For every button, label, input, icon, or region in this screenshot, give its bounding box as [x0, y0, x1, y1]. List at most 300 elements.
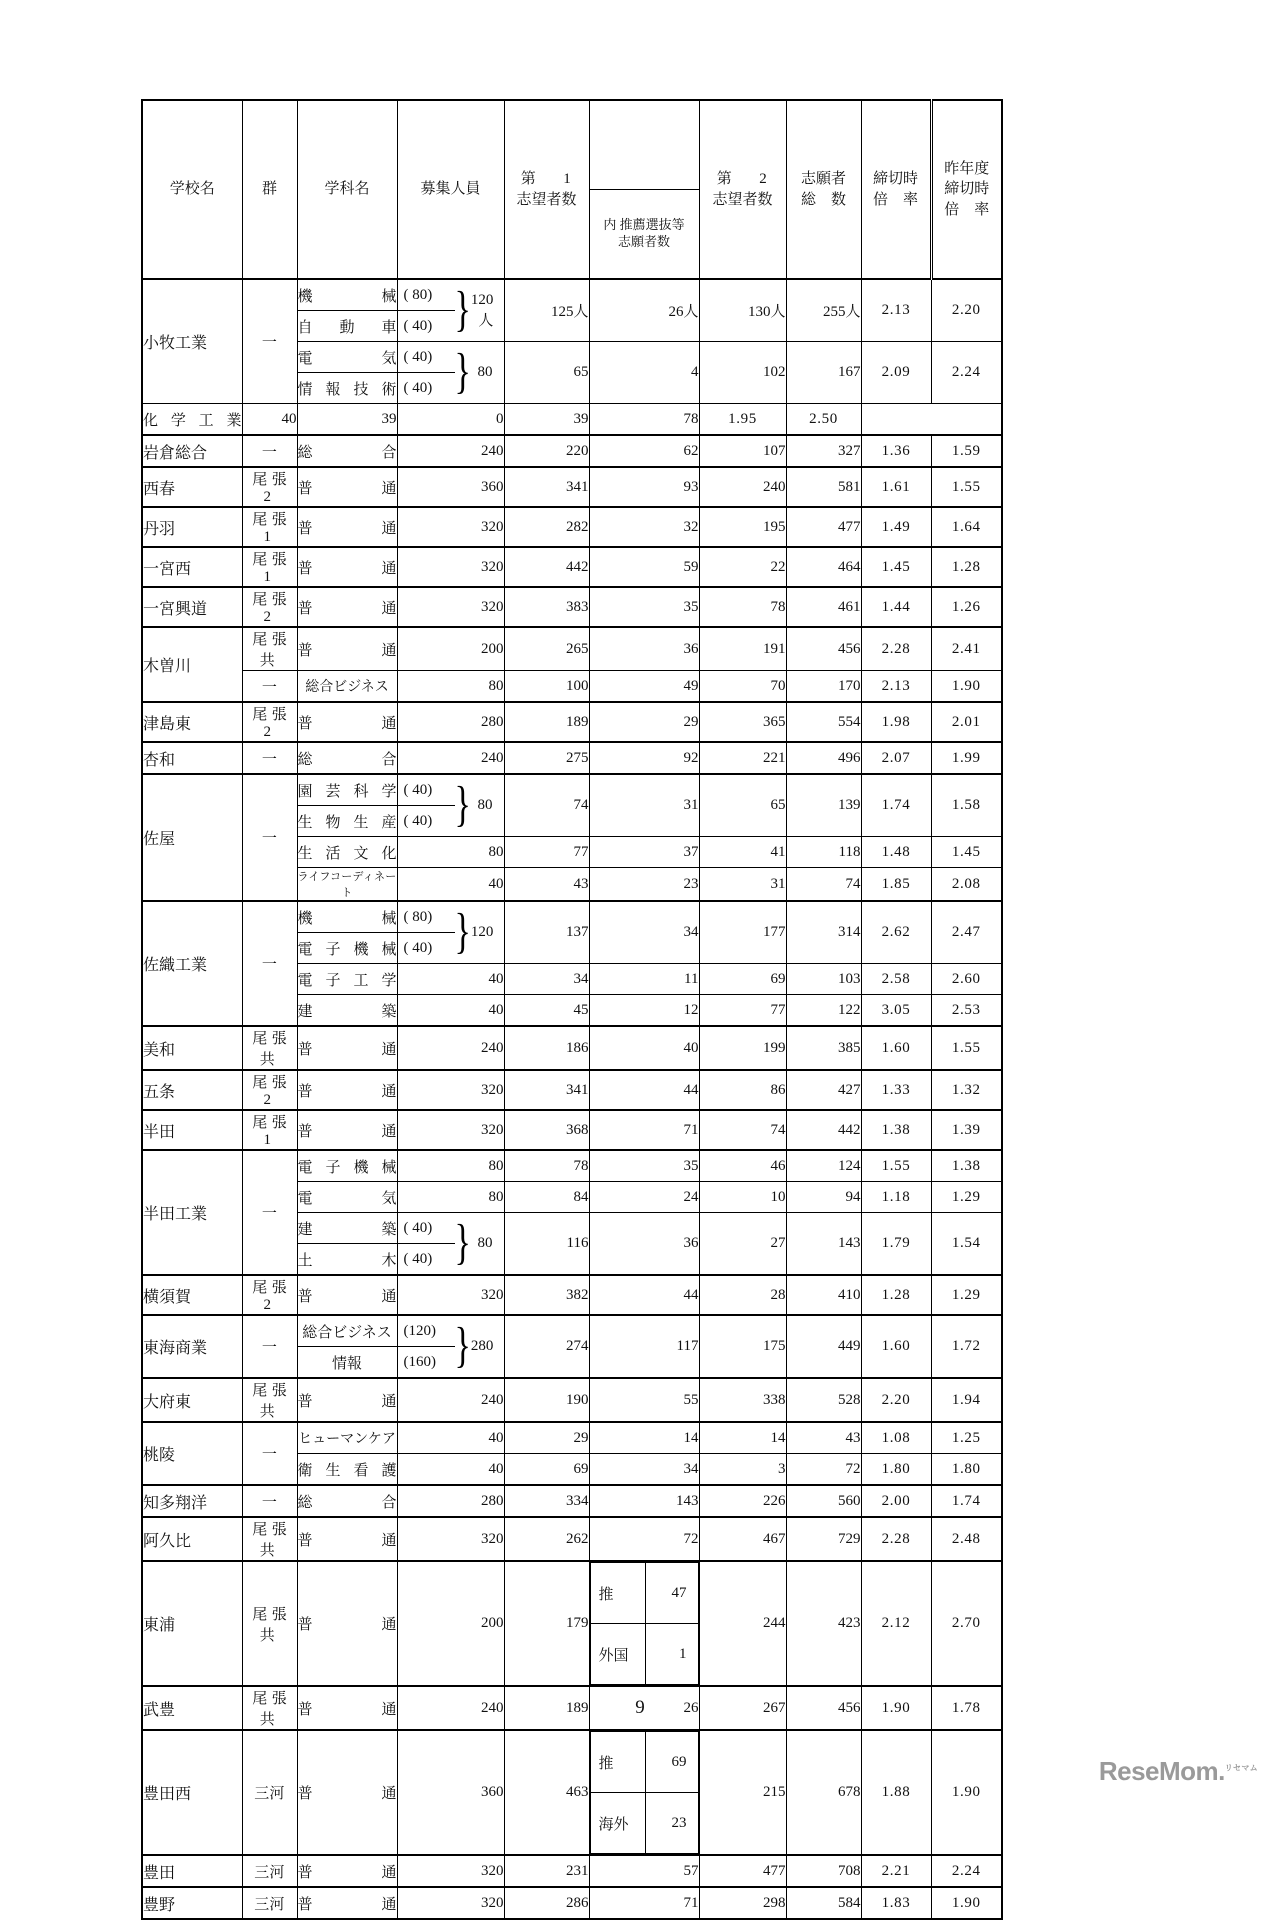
- quota-value: 40: [397, 995, 504, 1027]
- recommend-count: 57: [589, 1855, 699, 1887]
- second-choice-count: 69: [699, 964, 786, 995]
- quota-value: 80: [397, 671, 504, 703]
- recommend-count: 32: [589, 507, 699, 547]
- second-choice-count: 14: [699, 1422, 786, 1454]
- deadline-ratio: 2.58: [861, 964, 931, 995]
- second-choice-count: 31: [699, 868, 786, 902]
- deadline-ratio: 2.00: [861, 1485, 931, 1517]
- department-name: 電 子 機 械: [297, 1150, 397, 1182]
- quota-value: 40: [397, 1422, 504, 1454]
- quota-value: 40: [242, 404, 297, 436]
- deadline-ratio: 1.28: [861, 1275, 931, 1315]
- recommend-label-b: 海外: [590, 1793, 645, 1854]
- group-name: 尾張共: [242, 627, 297, 671]
- recommend-count: 71: [589, 1110, 699, 1150]
- department-name: 総合ビジネス: [297, 1315, 397, 1347]
- lastyear-ratio: 1.59: [931, 435, 1002, 467]
- total-applicants: 103: [786, 964, 861, 995]
- department-name: 普 通: [297, 1855, 397, 1887]
- group-name: 尾張共: [242, 1378, 297, 1422]
- total-applicants: 528: [786, 1378, 861, 1422]
- quota-value: 240: [397, 1686, 504, 1730]
- recommend-count: 23: [589, 868, 699, 902]
- group-name: 尾張2: [242, 702, 297, 742]
- second-choice-count: 10: [699, 1182, 786, 1213]
- header-recommend-spacer: [589, 100, 699, 190]
- first-choice-count: 65: [504, 342, 589, 404]
- table-row: [142, 467, 1002, 507]
- quota-value: 240: [397, 1026, 504, 1070]
- first-choice-count: 334: [504, 1485, 589, 1517]
- total-applicants: 139: [786, 774, 861, 837]
- lastyear-ratio: 1.74: [931, 1485, 1002, 1517]
- department-name: 自 動 車: [297, 311, 397, 342]
- group-name: 尾張2: [242, 1275, 297, 1315]
- first-choice-count: 74: [504, 774, 589, 837]
- second-choice-count: 70: [699, 671, 786, 703]
- group-name: 一: [242, 279, 297, 404]
- second-choice-count: 467: [699, 1517, 786, 1561]
- watermark-ruby: リセマム: [1224, 1763, 1258, 1773]
- quota-value: 320: [397, 1517, 504, 1561]
- lastyear-ratio: 1.72: [931, 1315, 1002, 1378]
- lastyear-ratio: 2.70: [931, 1561, 1002, 1686]
- first-choice-count: 137: [504, 901, 589, 964]
- department-name: 普 通: [297, 1887, 397, 1919]
- quota-value: 40: [397, 964, 504, 995]
- first-choice-count: 29: [504, 1422, 589, 1454]
- recommend-count: 11: [589, 964, 699, 995]
- group-name: 尾張共: [242, 1686, 297, 1730]
- recommend-count: 0: [397, 404, 504, 436]
- table-row: [142, 627, 1002, 671]
- total-applicants: 708: [786, 1855, 861, 1887]
- first-choice-count: 383: [504, 587, 589, 627]
- lastyear-ratio: 1.90: [931, 671, 1002, 703]
- lastyear-ratio: 1.32: [931, 1070, 1002, 1110]
- lastyear-ratio: 1.90: [931, 1730, 1002, 1855]
- second-choice-count: 102: [699, 342, 786, 404]
- quota-value: 320: [397, 1110, 504, 1150]
- recommend-label-a: 推: [590, 1563, 645, 1624]
- lastyear-ratio: 1.64: [931, 507, 1002, 547]
- first-choice-count: 39: [297, 404, 397, 436]
- table-row: [142, 1070, 1002, 1110]
- deadline-ratio: 1.38: [861, 1110, 931, 1150]
- first-choice-count: 43: [504, 868, 589, 902]
- recommend-count: 24: [589, 1182, 699, 1213]
- first-choice-count: 341: [504, 1070, 589, 1110]
- quota-value: ( 40) ( 40) } 80: [397, 1213, 504, 1276]
- group-name: 尾張1: [242, 1110, 297, 1150]
- group-name: 尾張1: [242, 507, 297, 547]
- first-choice-count: 286: [504, 1887, 589, 1919]
- quota-value: 80: [397, 1150, 504, 1182]
- deadline-ratio: 1.85: [861, 868, 931, 902]
- recommend-count: 71: [589, 1887, 699, 1919]
- department-name: 普 通: [297, 547, 397, 587]
- second-choice-count: 39: [504, 404, 589, 436]
- header-lastyear-ratio: 昨年度 締切時 倍 率: [931, 100, 1002, 279]
- department-name: 普 通: [297, 587, 397, 627]
- school-name: 杏和: [142, 742, 242, 774]
- group-name: 一: [242, 435, 297, 467]
- school-name: 丹羽: [142, 507, 242, 547]
- total-applicants: 72: [786, 1454, 861, 1486]
- second-choice-count: 28: [699, 1275, 786, 1315]
- quota-value: 200: [397, 1561, 504, 1686]
- total-applicants: 124: [786, 1150, 861, 1182]
- second-choice-count: 338: [699, 1378, 786, 1422]
- quota-value: ( 40) ( 40) } 80: [397, 342, 504, 404]
- school-name: 豊田西: [142, 1730, 242, 1855]
- total-applicants: 477: [786, 507, 861, 547]
- header-deadline-ratio: 締切時 倍 率: [861, 100, 931, 279]
- lastyear-ratio: 1.38: [931, 1150, 1002, 1182]
- department-name: 電 気: [297, 1182, 397, 1213]
- recommend-count: 49: [589, 671, 699, 703]
- second-choice-count: 226: [699, 1485, 786, 1517]
- total-applicants: 423: [786, 1561, 861, 1686]
- lastyear-ratio: 1.25: [931, 1422, 1002, 1454]
- school-name: 一宮西: [142, 547, 242, 587]
- school-name: 阿久比: [142, 1517, 242, 1561]
- total-applicants: 314: [786, 901, 861, 964]
- header-row: [142, 100, 1002, 190]
- school-name: 半田工業: [142, 1150, 242, 1275]
- group-name: 一: [242, 901, 297, 1026]
- table-row: [142, 901, 1002, 933]
- school-name: 西春: [142, 467, 242, 507]
- second-choice-count: 41: [699, 837, 786, 868]
- resemom-watermark: [1099, 1756, 1258, 1787]
- admissions-statistics-table: [141, 99, 990, 1920]
- quota-value: ( 80) ( 40) } 120: [397, 901, 504, 964]
- deadline-ratio: 1.79: [861, 1213, 931, 1276]
- second-choice-count: 86: [699, 1070, 786, 1110]
- table-row: [142, 587, 1002, 627]
- table-row: [142, 1485, 1002, 1517]
- lastyear-ratio: 2.48: [931, 1517, 1002, 1561]
- department-name: 普 通: [297, 1730, 397, 1855]
- school-name: 知多翔洋: [142, 1485, 242, 1517]
- department-name: 電 気: [297, 342, 397, 373]
- quota-value: 80: [397, 837, 504, 868]
- department-name: 情報: [297, 1347, 397, 1379]
- first-choice-count: 189: [504, 702, 589, 742]
- header-second-choice: [699, 100, 786, 279]
- second-choice-count: 27: [699, 1213, 786, 1276]
- deadline-ratio: 2.28: [861, 1517, 931, 1561]
- lastyear-ratio: 2.24: [931, 1855, 1002, 1887]
- total-applicants: 327: [786, 435, 861, 467]
- header-school: 学校名: [142, 100, 242, 279]
- deadline-ratio: 2.28: [861, 627, 931, 671]
- school-name: 美和: [142, 1026, 242, 1070]
- deadline-ratio: 2.07: [861, 742, 931, 774]
- school-name: 一宮興道: [142, 587, 242, 627]
- department-name: 園 芸 科 学: [297, 774, 397, 806]
- second-choice-count: 477: [699, 1855, 786, 1887]
- table-row: [142, 435, 1002, 467]
- second-choice-count: 3: [699, 1454, 786, 1486]
- total-applicants: 255人: [786, 279, 861, 342]
- department-name: 普 通: [297, 1378, 397, 1422]
- lastyear-ratio: 1.45: [931, 837, 1002, 868]
- header-first-choice-line1: 第 1: [520, 171, 573, 188]
- header-second-choice-line2: 志望者数: [712, 191, 773, 208]
- lastyear-ratio: 1.99: [931, 742, 1002, 774]
- lastyear-ratio: 1.29: [931, 1182, 1002, 1213]
- header-recommend-applicants: 内 推薦選抜等 志願者数: [589, 190, 699, 280]
- table-row: [142, 774, 1002, 806]
- first-choice-count: 341: [504, 467, 589, 507]
- lastyear-ratio: 1.80: [931, 1454, 1002, 1486]
- school-name: 小牧工業: [142, 279, 242, 404]
- table-body: [142, 279, 1002, 1919]
- deadline-ratio: 1.55: [861, 1150, 931, 1182]
- lastyear-ratio: 2.50: [786, 404, 861, 436]
- department-name: 普 通: [297, 1070, 397, 1110]
- lastyear-ratio: 1.26: [931, 587, 1002, 627]
- recommend-label-b: 外国: [590, 1624, 645, 1685]
- table-row: [142, 1855, 1002, 1887]
- quota-value: (120) (160) } 280: [397, 1315, 504, 1378]
- watermark-text: ReseMom.: [1098, 1756, 1225, 1786]
- second-choice-count: 65: [699, 774, 786, 837]
- department-name: ヒューマンケア: [297, 1422, 397, 1454]
- first-choice-count: 262: [504, 1517, 589, 1561]
- school-name: 東海商業: [142, 1315, 242, 1378]
- recommend-count: [589, 1730, 699, 1855]
- quota-value: 40: [397, 868, 504, 902]
- second-choice-count: 177: [699, 901, 786, 964]
- lastyear-ratio: 2.47: [931, 901, 1002, 964]
- quota-value: 80: [397, 1182, 504, 1213]
- total-applicants: 74: [786, 868, 861, 902]
- deadline-ratio: 1.45: [861, 547, 931, 587]
- second-choice-count: 195: [699, 507, 786, 547]
- group-name: 三河: [242, 1730, 297, 1855]
- department-name: 建 築: [297, 1213, 397, 1244]
- second-choice-count: 78: [699, 587, 786, 627]
- total-applicants: 464: [786, 547, 861, 587]
- first-choice-count: 69: [504, 1454, 589, 1486]
- school-name: 横須賀: [142, 1275, 242, 1315]
- group-name: 尾張2: [242, 467, 297, 507]
- table-row: [142, 1315, 1002, 1347]
- recommend-count: 34: [589, 1454, 699, 1486]
- lastyear-ratio: 1.55: [931, 467, 1002, 507]
- first-choice-count: 265: [504, 627, 589, 671]
- quota-value: 320: [397, 547, 504, 587]
- total-applicants: 410: [786, 1275, 861, 1315]
- table-row: [142, 1730, 1002, 1855]
- group-name: 一: [242, 774, 297, 901]
- header-total-applicants: 志願者 総 数: [786, 100, 861, 279]
- school-name: 岩倉総合: [142, 435, 242, 467]
- department-name: 総 合: [297, 435, 397, 467]
- table-row: [142, 507, 1002, 547]
- school-name: 東浦: [142, 1561, 242, 1686]
- table-row: [142, 671, 1002, 703]
- first-choice-count: 220: [504, 435, 589, 467]
- first-choice-count: 125人: [504, 279, 589, 342]
- deadline-ratio: 1.36: [861, 435, 931, 467]
- total-applicants: 729: [786, 1517, 861, 1561]
- recommend-count: 55: [589, 1378, 699, 1422]
- department-name: 普 通: [297, 1275, 397, 1315]
- deadline-ratio: 1.88: [861, 1730, 931, 1855]
- deadline-ratio: 3.05: [861, 995, 931, 1027]
- department-name: 生 活 文 化: [297, 837, 397, 868]
- group-name: 一: [242, 1422, 297, 1485]
- deadline-ratio: 2.09: [861, 342, 931, 404]
- table-row: [142, 547, 1002, 587]
- group-name: 尾張1: [242, 547, 297, 587]
- recommend-count: 26人: [589, 279, 699, 342]
- quota-value: 40: [397, 1454, 504, 1486]
- first-choice-count: 45: [504, 995, 589, 1027]
- table-row: [142, 279, 1002, 311]
- first-choice-count: 368: [504, 1110, 589, 1150]
- recommend-count: 44: [589, 1070, 699, 1110]
- department-name: 化 学 工 業: [142, 404, 242, 436]
- total-applicants: 449: [786, 1315, 861, 1378]
- group-name: 一: [242, 742, 297, 774]
- quota-value: 360: [397, 1730, 504, 1855]
- deadline-ratio: 1.60: [861, 1026, 931, 1070]
- deadline-ratio: 1.83: [861, 1887, 931, 1919]
- recommend-count: 117: [589, 1315, 699, 1378]
- table-header: [142, 100, 1002, 279]
- second-choice-count: 199: [699, 1026, 786, 1070]
- first-choice-count: 179: [504, 1561, 589, 1686]
- first-choice-count: 84: [504, 1182, 589, 1213]
- second-choice-count: 298: [699, 1887, 786, 1919]
- recommend-value-b: 1: [645, 1624, 698, 1685]
- table-row: [142, 702, 1002, 742]
- quota-value: 360: [397, 467, 504, 507]
- deadline-ratio: 2.21: [861, 1855, 931, 1887]
- deadline-ratio: 1.48: [861, 837, 931, 868]
- quota-value: 240: [397, 435, 504, 467]
- recommend-count: 40: [589, 1026, 699, 1070]
- lastyear-ratio: 1.54: [931, 1213, 1002, 1276]
- department-name: 情 報 技 術: [297, 373, 397, 404]
- department-name: 衛 生 看 護: [297, 1454, 397, 1486]
- total-applicants: 560: [786, 1485, 861, 1517]
- deadline-ratio: 1.08: [861, 1422, 931, 1454]
- total-applicants: 456: [786, 1686, 861, 1730]
- recommend-count: 35: [589, 587, 699, 627]
- recommend-label-a: 推: [590, 1732, 645, 1793]
- deadline-ratio: 2.62: [861, 901, 931, 964]
- recommend-count: 26: [589, 1686, 699, 1730]
- deadline-ratio: 1.74: [861, 774, 931, 837]
- first-choice-count: 442: [504, 547, 589, 587]
- deadline-ratio: 1.18: [861, 1182, 931, 1213]
- second-choice-count: 77: [699, 995, 786, 1027]
- second-choice-count: 22: [699, 547, 786, 587]
- department-name: 普 通: [297, 627, 397, 671]
- deadline-ratio: 1.44: [861, 587, 931, 627]
- lastyear-ratio: 1.90: [931, 1887, 1002, 1919]
- quota-value: 320: [397, 587, 504, 627]
- department-name: 建 築: [297, 995, 397, 1027]
- second-choice-count: 175: [699, 1315, 786, 1378]
- first-choice-count: 382: [504, 1275, 589, 1315]
- school-name: 津島東: [142, 702, 242, 742]
- school-name: 豊野: [142, 1887, 242, 1919]
- recommend-value-a: 69: [645, 1732, 698, 1793]
- quota-value: 320: [397, 1070, 504, 1110]
- deadline-ratio: 1.60: [861, 1315, 931, 1378]
- header-quota: 募集人員: [397, 100, 504, 279]
- total-applicants: 678: [786, 1730, 861, 1855]
- total-applicants: 461: [786, 587, 861, 627]
- first-choice-count: 189: [504, 1686, 589, 1730]
- quota-value: ( 80) ( 40) } 120人: [397, 279, 504, 342]
- recommend-count: 93: [589, 467, 699, 507]
- second-choice-count: 74: [699, 1110, 786, 1150]
- group-name: 三河: [242, 1855, 297, 1887]
- department-name: 普 通: [297, 1110, 397, 1150]
- table-row: [142, 1422, 1002, 1454]
- header-group: 群: [242, 100, 297, 279]
- department-name: 普 通: [297, 507, 397, 547]
- lastyear-ratio: 1.28: [931, 547, 1002, 587]
- department-name: 土 木: [297, 1244, 397, 1276]
- group-name: 一: [242, 1150, 297, 1275]
- lastyear-ratio: 2.20: [931, 279, 1002, 342]
- first-choice-count: 275: [504, 742, 589, 774]
- deadline-ratio: 1.61: [861, 467, 931, 507]
- quota-value: 320: [397, 1275, 504, 1315]
- group-name: 尾張共: [242, 1561, 297, 1686]
- department-name: 電 子 機 械: [297, 933, 397, 964]
- department-name: 普 通: [297, 1686, 397, 1730]
- lastyear-ratio: 2.60: [931, 964, 1002, 995]
- school-name: 武豊: [142, 1686, 242, 1730]
- total-applicants: 118: [786, 837, 861, 868]
- department-name: 総合ビジネス: [297, 671, 397, 703]
- page-number: 9: [635, 1697, 645, 1718]
- quota-value: 240: [397, 1378, 504, 1422]
- group-name: 尾張共: [242, 1517, 297, 1561]
- recommend-count: 44: [589, 1275, 699, 1315]
- lastyear-ratio: 2.53: [931, 995, 1002, 1027]
- second-choice-count: 221: [699, 742, 786, 774]
- deadline-ratio: 2.13: [861, 279, 931, 342]
- lastyear-ratio: 1.78: [931, 1686, 1002, 1730]
- first-choice-count: 186: [504, 1026, 589, 1070]
- header-first-choice: [504, 100, 589, 279]
- recommend-count: 36: [589, 627, 699, 671]
- quota-value: 320: [397, 1887, 504, 1919]
- quota-value: 240: [397, 742, 504, 774]
- total-applicants: 43: [786, 1422, 861, 1454]
- recommend-count: 4: [589, 342, 699, 404]
- department-name: 普 通: [297, 1517, 397, 1561]
- recommend-count: 35: [589, 1150, 699, 1182]
- first-choice-count: 282: [504, 507, 589, 547]
- quota-value: 320: [397, 1855, 504, 1887]
- second-choice-count: 267: [699, 1686, 786, 1730]
- group-name: 一: [242, 1485, 297, 1517]
- total-applicants: 170: [786, 671, 861, 703]
- group-name: 尾張2: [242, 1070, 297, 1110]
